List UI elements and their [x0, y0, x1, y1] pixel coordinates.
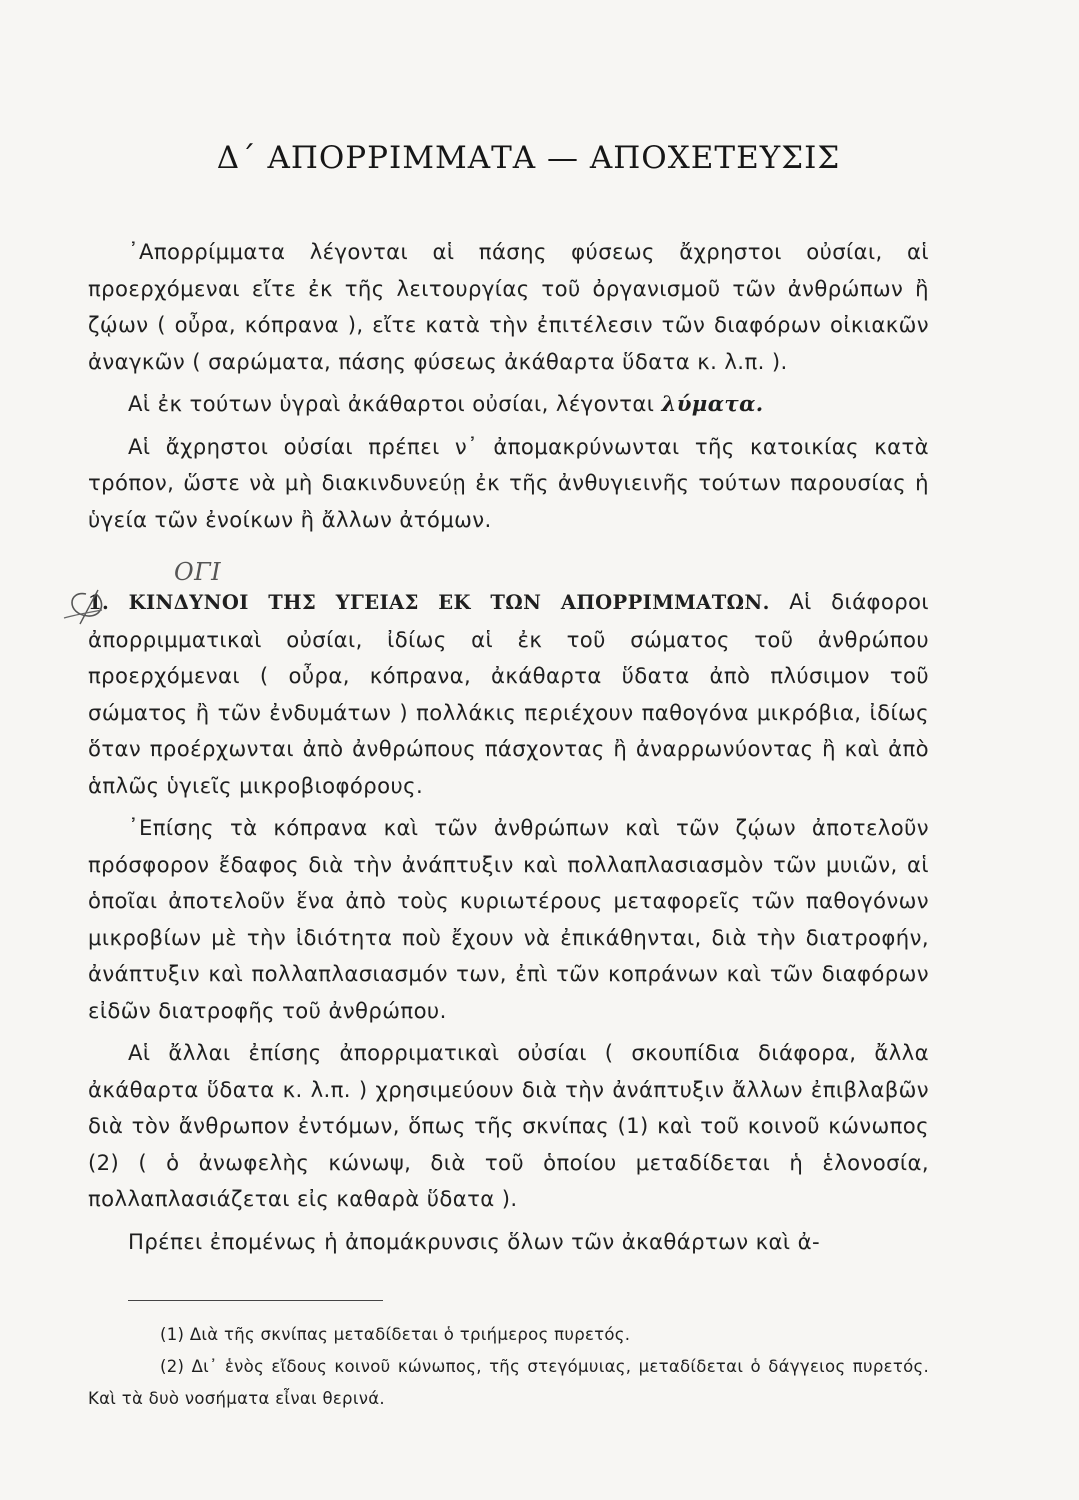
paragraph-flies: ᾽Επίσης τὰ κόπρανα καὶ τῶν ἀνθρώπων καὶ τῶν ζῴων ἀποτελοῦν πρόσφορον ἔδαφος διὰ τὴν ἀνάπτυξιν καὶ πολλαπλασιασμὸν τῶν μυιῶν, αἱ ὁποῖαι ἀποτελοῦν ἕνα ἀπὸ τοὺς κυριωτέρους μεταφορεῖς τῶν παθογόνων μικροβίων μὲ τὴν ἰδιότητα ποὺ ἔχουν νὰ ἐπικάθηνται, διὰ τὴν διατροφήν, ἀνάπτυξιν καὶ πολλαπλασιασμόν των, ἐπὶ τῶν κοπράνων καὶ τῶν διαφόρων εἰδῶν διατροφῆς τοῦ ἀνθρώπου. — [88, 815, 929, 1023]
paragraph-conclusion: Πρέπει ἐπομένως ἡ ἀπομάκρυνσις ὅλων τῶν ἀκαθάρτων καὶ ἀ- — [128, 1228, 821, 1254]
paragraph-section-1 — [88, 558, 929, 804]
paragraph-lymata-text: Αἱ ἐκ τούτων ὑγραὶ ἀκάθαρτοι οὐσίαι, λέγονται — [128, 391, 655, 416]
footnote-2: (2) Δι᾽ ἑνὸς εἴδους κοινοῦ κώνωπος, τῆς στεγόμυιας, μεταδίδεται ὁ δάγγειος πυρετός. Καὶ τὰ δυὸ νοσήματα εἶναι θερινά. — [88, 1357, 929, 1408]
paragraph-definition: ᾽Απορρίμματα λέγονται αἱ πάσης φύσεως ἄχρηστοι οὐσίαι, αἱ προερχόμεναι εἴτε ἐκ τῆς λειτουργίας τοῦ ὀργανισμοῦ τῶν ἀνθρώπων ἢ ζῴων ( οὖρα, κόπρανα ), εἴτε κατὰ τὴν ἐπιτέλεσιν τῶν διαφόρων οἰκιακῶν ἀναγκῶν ( σαρώματα, πάσης φύσεως ἀκάθαρτα ὕδατα κ. λ.π. ). — [88, 239, 929, 374]
term-lymata: λύματα. — [661, 391, 764, 416]
section-body: Αἱ διάφοροι ἀπορριμματικαὶ οὐσίαι, ἰδίως αἱ ἐκ τοῦ σώματος τοῦ ἀνθρώπου προερχόμεναι ( οὖρα, κόπρανα, ἀκάθαρτα ὕδατα ἀπὸ πλύσιμον τοῦ σώματος ἢ τῶν ἐνδυμάτων ) πολλάκις περιέχουν παθογόνα μικρόβια, ἰδίως ὅταν προέρχωνται ἀπὸ ἀνθρώπους πάσχοντας ἢ ἀναρρωνύοντας ἢ καὶ ἀπὸ ἁπλῶς ὑγιεῖς μικροβιοφόρους. — [88, 589, 929, 798]
footnote-1: (1) Διὰ τῆς σκνίπας μεταδίδεται ὁ τριήμερος πυρετός. — [160, 1325, 631, 1344]
handwritten-label: ΟΓΙ — [174, 558, 222, 586]
paragraph-removal: Αἱ ἄχρηστοι οὐσίαι πρέπει ν᾽ ἀπομακρύνωνται τῆς κατοικίας κατὰ τρόπον, ὥστε νὰ μὴ διακινδυνεύῃ ἐκ τῆς ἀνθυγιεινῆς τούτων παρουσίας ἡ ὑγεία τῶν ἐνοίκων ἢ ἄλλων ἀτόμων. — [88, 433, 929, 532]
footnote-divider — [128, 1300, 383, 1301]
paragraph-insects: Αἱ ἄλλαι ἐπίσης ἀπορριματικαὶ οὐσίαι ( σκουπίδια διάφορα, ἄλλα ἀκάθαρτα ὕδατα κ. λ.π. ) χρησιμεύουν διὰ τὴν ἀνάπτυξιν ἄλλων ἐπιβλαβῶν διὰ τὸν ἄνθρωπον ἐντόμων, ὅπως τῆς σκνίπας (1) καὶ τοῦ κοινοῦ κώνωπος (2) ( ὁ ἀνωφελὴς κώνωψ, διὰ τοῦ ὁποίου μεταδίδεται ἡ ἑλονοσία, πολλαπλασιάζεται εἰς καθαρὰ ὕδατα ). — [88, 1040, 929, 1211]
paragraph-lymata — [88, 386, 929, 423]
chapter-title: Δ΄ ΑΠΟΡΡΙΜΜΑΤΑ — ΑΠΟΧΕΤΕΥΣΙΣ — [216, 140, 841, 176]
section-heading: 1. ΚΙΝΔΥΝΟΙ ΤΗΣ ΥΓΕΙΑΣ ΕΚ ΤΩΝ ΑΠΟΡΡΙΜΜΑΤΩΝ. — [88, 591, 770, 614]
handwritten-annotation — [58, 550, 258, 630]
